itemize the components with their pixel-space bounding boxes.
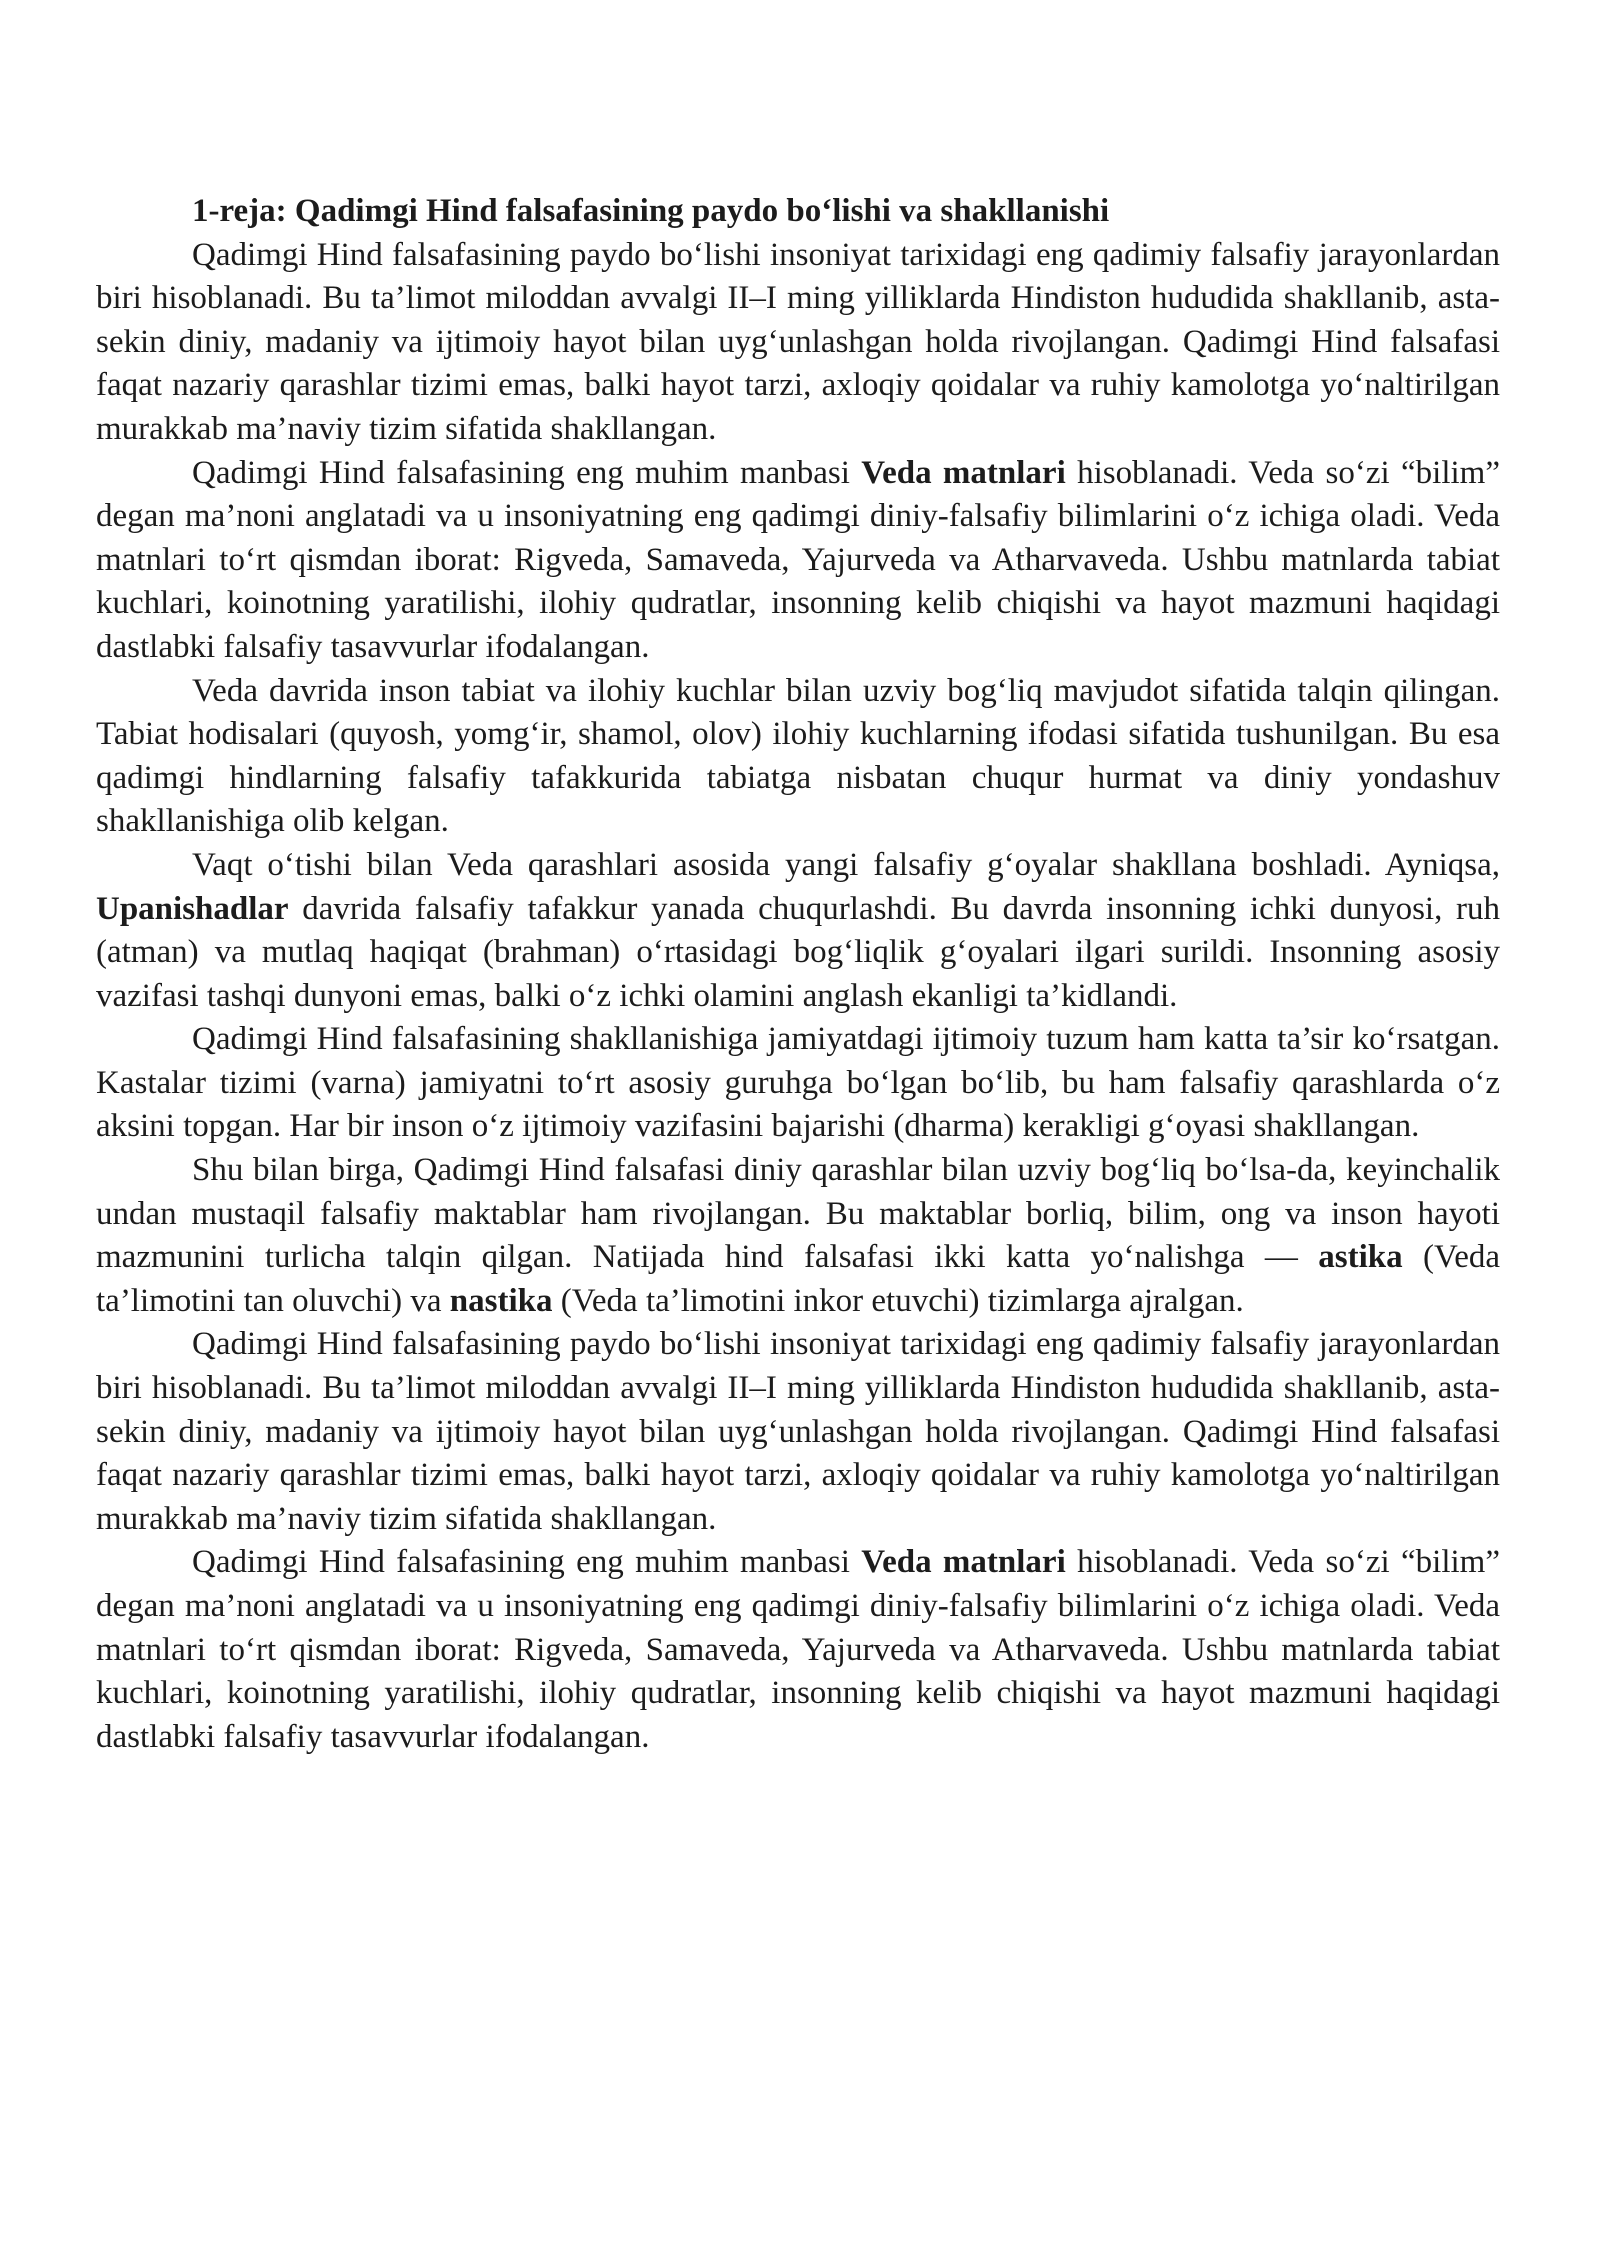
text-run: (Veda ta’limotini inkor etuvchi) tizimlarga ajralgan. [552, 1282, 1244, 1319]
text-run: Shu bilan birga, Qadimgi Hind falsafasi diniy qarashlar bilan uzviy bog‘liq bo‘lsa-da, keyinchalik undan mustaqil falsafiy maktablar ham rivojlangan. Bu maktablar borliq, bilim, ong va inson hayoti mazmunini turlicha talqin qilgan. Natijada hind falsafasi ikki katta yo‘nalishga — [96, 1152, 1500, 1276]
text-run: Vaqt o‘tishi bilan Veda qarashlari asosida yangi falsafiy g‘oyalar shakllana boshladi. Ayniqsa, [192, 846, 1500, 883]
bold-term-veda-matnlari: Veda matnlari [861, 454, 1066, 491]
paragraph-caste-system: Qadimgi Hind falsafasining shakllanishiga jamiyatdagi ijtimoiy tuzum ham katta ta’sir ko‘rsatgan. Kastalar tizimi (varna) jamiyatni to‘rt asosiy guruhga bo‘lgan bo‘lib, bu ham falsafiy qarashlarda o‘z aksini topgan. Har bir inson o‘z ijtimoiy vazifasini bajarishi (dharma) kerakligi g‘oyasi shakllangan. [96, 1021, 1500, 1145]
bold-term-veda-matnlari: Veda matnlari [861, 1544, 1066, 1581]
text-run: (Veda ta’limotini tan oluvchi) va [96, 1239, 1500, 1319]
section-heading: 1-reja: Qadimgi Hind falsafasining paydo bo‘lishi va shakllanishi [192, 193, 1110, 229]
paragraph-veda-period: Veda davrida inson tabiat va ilohiy kuchlar bilan uzviy bog‘liq mavjudot sifatida talqin qilingan. Tabiat hodisalari (quyosh, yomg‘ir, shamol, olov) ilohiy kuchlarning ifodasi sifatida tushunilgan. Bu esa qadimgi hindlarning falsafiy tafakkurida tabiatga nisbatan chuqur hurmat va diniy yondashuv shakllanishiga olib kelgan. [96, 672, 1500, 840]
paragraph-veda-texts [96, 452, 1500, 670]
text-run: hisoblanadi. Veda so‘zi “bilim” degan ma’noni anglatadi va u insoniyatning eng qadimgi diniy-falsafiy bilimlarini o‘z ichiga oladi. Veda matnlari to‘rt qismdan iborat: Rigveda, Samaveda, Yajurveda va Atharvaveda. Ushbu matnlarda tabiat kuchlari, koinotning yaratilishi, ilohiy qudratlar, insonning kelib chiqishi va hayot mazmuni haqidagi dastlabki falsafiy tasavvurlar ifodalangan. [96, 454, 1500, 665]
paragraph-schools [96, 1149, 1500, 1323]
bold-term-upanishadlar: Upanishadlar [96, 890, 289, 927]
text-run: hisoblanadi. Veda so‘zi “bilim” degan ma’noni anglatadi va u insoniyatning eng qadimgi diniy-falsafiy bilimlarini o‘z ichiga oladi. Veda matnlari to‘rt qismdan iborat: Rigveda, Samaveda, Yajurveda va Atharvaveda. Ushbu matnlarda tabiat kuchlari, koinotning yaratilishi, ilohiy qudratlar, insonning kelib chiqishi va hayot mazmuni haqidagi dastlabki falsafiy tasavvurlar ifodalangan. [96, 1544, 1500, 1755]
bold-term-astika: astika [1318, 1239, 1403, 1276]
text-run: Qadimgi Hind falsafasining eng muhim manbasi [192, 454, 862, 491]
paragraph-origin-repeat: Qadimgi Hind falsafasining paydo bo‘lishi insoniyat tarixidagi eng qadimiy falsafiy jarayonlardan biri hisoblanadi. Bu ta’limot miloddan avvalgi II–I ming yilliklarda Hindiston hududida shakllanib, asta-sekin diniy, madaniy va ijtimoiy hayot bilan uyg‘unlashgan holda rivojlangan. Qadimgi Hind falsafasi faqat nazariy qarashlar tizimi emas, balki hayot tarzi, axloqiy qoidalar va ruhiy kamolotga yo‘naltirilgan murakkab ma’naviy tizim sifatida shakllangan. [96, 1326, 1500, 1537]
bold-term-nastika: nastika [449, 1282, 553, 1319]
paragraph-veda-texts-repeat [96, 1541, 1500, 1759]
paragraph-upanishads [96, 844, 1500, 1018]
paragraph-origin: Qadimgi Hind falsafasining paydo bo‘lishi insoniyat tarixidagi eng qadimiy falsafiy jarayonlardan biri hisoblanadi. Bu ta’limot miloddan avvalgi II–I ming yilliklarda Hindiston hududida shakllanib, asta-sekin diniy, madaniy va ijtimoiy hayot bilan uyg‘unlashgan holda rivojlangan. Qadimgi Hind falsafasi faqat nazariy qarashlar tizimi emas, balki hayot tarzi, axloqiy qoidalar va ruhiy kamolotga yo‘naltirilgan murakkab ma’naviy tizim sifatida shakllangan. [96, 236, 1500, 447]
text-run: Qadimgi Hind falsafasining eng muhim manbasi [192, 1544, 862, 1581]
document-page [96, 190, 1500, 1759]
text-run: davrida falsafiy tafakkur yanada chuqurlashdi. Bu davrda insonning ichki dunyosi, ruh (atman) va mutlaq haqiqat (brahman) o‘rtasidagi bog‘liqlik g‘oyalari ilgari surildi. Insonning asosiy vazifasi tashqi dunyoni emas, balki o‘z ichki olamini anglash ekanligi ta’kidlandi. [96, 890, 1500, 1014]
